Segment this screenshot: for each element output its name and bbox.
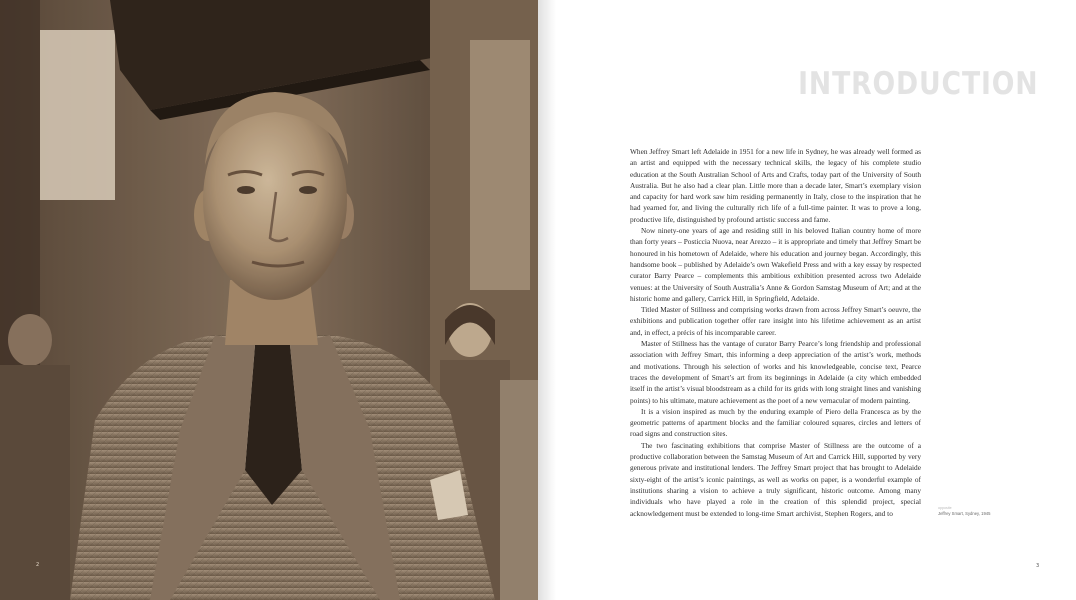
page-heading: INTRODUCTION <box>797 66 1038 102</box>
right-page <box>538 0 1076 600</box>
page-number-left: 2 <box>36 562 40 568</box>
introduction-text <box>630 146 921 519</box>
paragraph-2: Now ninety-one years of age and residing still in his beloved Italian country home of more than forty years – Posticcia Nuova, near Arezzo – it is appropriate and timely that Jeffrey Smart be honoured in his hometown of Adelaide, where his education and journey began. Accordingly, this handsome book – published by Adelaide’s own Wakefield Press and with a key essay by respected curator Barry Pearce – complements this ambitious exhibition presented across two Adelaide venues: at the University of South Australia’s Anne & Gordon Samstag Museum of Art; and at the historic home and gallery, Carrick Hill, in Springfield, Adelaide. <box>630 226 921 303</box>
caption-label: opposite <box>938 506 952 510</box>
paragraph-3: Titled Master of Stillness and comprising works drawn from across Jeffrey Smart’s oeuvre, the exhibitions and publication together offer rare insight into his lifetime achievement as an artist and, in effect, a précis of his incomparable career. <box>630 305 921 337</box>
photo-caption <box>938 505 1018 517</box>
paragraph-5: It is a vision inspired as much by the enduring example of Piero della Francesca as by the geometric patterns of apartment blocks and the familiar coloured squares, circles and letters of road signs and construction sites. <box>630 406 921 439</box>
caption-text: Jeffrey Smart, Sydney, 1945 <box>938 511 991 516</box>
spine-shadow <box>538 0 556 600</box>
page-number-right: 3 <box>1036 563 1040 569</box>
paragraph-1: When Jeffrey Smart left Adelaide in 1951 for a new life in Sydney, he was already well formed as an artist and equipped with the necessary technical skills, the legacy of his complete studio education at the South Australian School of Arts and Crafts, today part of the University of South Australia. But he also had a clear plan. Little more than a decade later, Smart’s exemplary vision and capacity for hard work saw him residing permanently in Italy, close to the inspiration that he had yearned for, and living the culturally rich life of a full-time painter. It was to prove a long, productive life, distinguished by profound artistic success and fame. <box>630 147 921 224</box>
paragraph-6: The two fascinating exhibitions that comprise Master of Stillness are the outcome of a productive collaboration between the Samstag Museum of Art and Carrick Hill, supported by very generous private and institutional lenders. The Jeffrey Smart project that has brought to Adelaide sixty-eight of the artist’s iconic paintings, as well as works on paper, is a wonderful example of institutions sharing a vision to achieve a truly significant, historic outcome. Among many individuals who have played a role in the creation of this splendid project, special acknowledgement must be extended to long-time Smart archivist, Stephen Rogers, and to <box>630 440 921 518</box>
paragraph-4: Master of Stillness has the vantage of curator Barry Pearce’s long friendship and professional association with Jeffrey Smart, this informing a deep appreciation of the artist’s work, methods and motivations. Through his selection of works and his knowledgeable, concise text, Pearce traces the development of Smart’s art from its beginnings in Adelaide (a city which embedded itself in the artist’s visual bloodstream as a child for its grids with long straight lines and vanishing points) to his ultimate, mature achievement as the poet of a new vernacular of modern painting. <box>630 339 921 405</box>
